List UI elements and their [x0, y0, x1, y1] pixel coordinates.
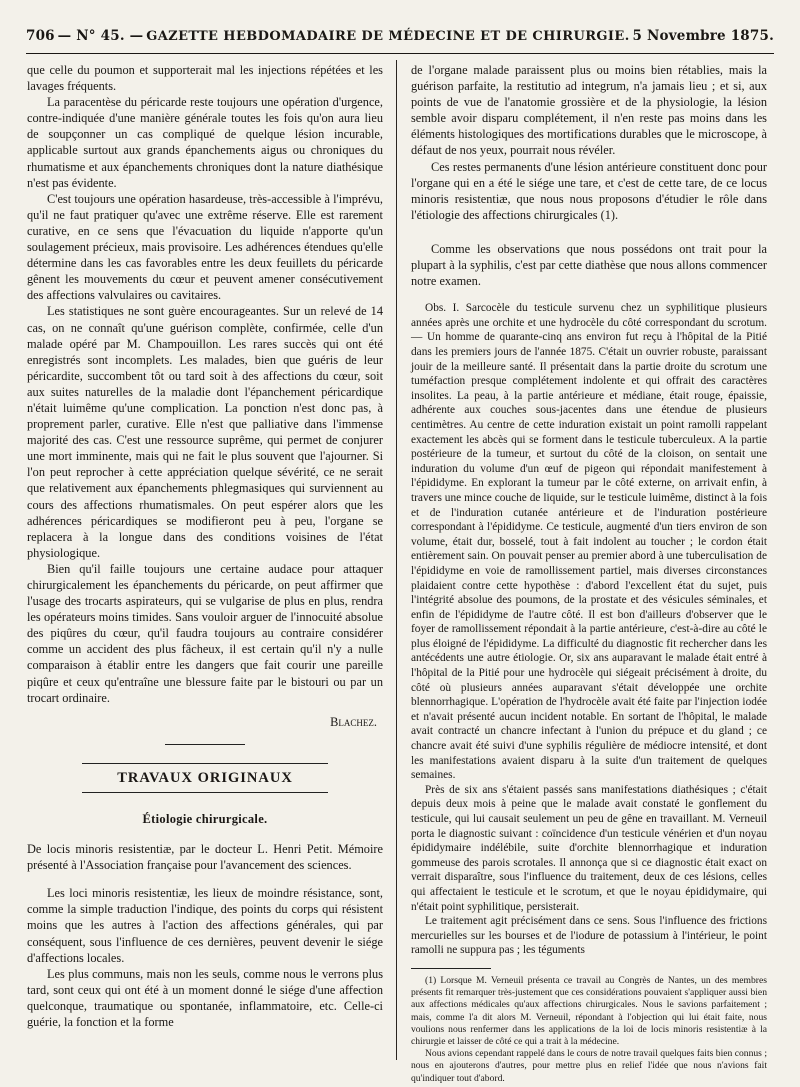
column-divider [396, 60, 397, 1060]
paragraph: que celle du poumon et supporterait mal les injections répétées et les lavages fréquents. [27, 63, 383, 94]
separator-rule [165, 744, 245, 745]
issue-date: 5 Novembre 1875. [632, 28, 774, 44]
paragraph: C'est toujours une opération hasardeuse, très-accessible à l'imprévu, qu'il ne faut pratiquer qu'avec une extrême réserve. Elle est rarement curative, en ce sens que l'évacuation du liquide n'apporte qu'un soulagement précieux, mais provisoire. Les adhérences étendues qu'elle détermine dans les cas favorables entre les deux feuillets du péricarde gênent les mouvements du cœur et peuvent amener consécutivement des affections valvulaires ou cavitaires. [27, 191, 383, 303]
footnote [411, 975, 767, 1085]
paragraph: de l'organe malade paraissent plus ou moins bien rétablies, mais la guérison parfaite, la restitutio ad integrum, n'a jamais lieu ; et si, aux points de vue de l'anatomie grossière et de la physiologie, la lésion semble avoir disparu complétement, il n'en reste pas moins dans les éléments histologiques des mortifications durables que le microscope, à défaut de nos yeux, pourrait nous révéler. [411, 63, 767, 158]
footnote-text: (1) Lorsque M. Verneuil présenta ce travail au Congrès de Nantes, un des membres présents fit remarquer très-justement que ces considérations pouvaient s'appliquer aussi bien aux affections médicales qu'aux affections chirurgicales. Nous le savions parfaitement ; mais, comme l'a dit alors M. Verneuil, répondant à l'objection qui lui était faite, nous voulions nous renfermer dans les applications de la loi de locis minoris resistentiæ à la chirurgie et laisser de côté ce qui a trait à la médecine. [411, 974, 767, 1047]
section-subtitle: Étiologie chirurgicale. [142, 811, 268, 826]
author-signature: Blachez. [330, 714, 377, 729]
footnote-rule [411, 968, 491, 969]
observation-text: Près de six ans s'étaient passés sans manifestations diathésiques ; c'était depuis deux mois à peine que le malade avait constaté le gonflement du testicule, qui lui causait seulement un peu de gêne en travaillant. M. Verneuil porta le diagnostic suivant : coïncidence d'un testicule vénérien et d'un noyau épididymaire indélébile, suite d'orchite blennorrhagique et induration gommeuse des parois scrotales. Il annonça que si ce diagnostic était exact on verrait disparaître, sous l'influence du traitement, deux de ces lésions, celles qui affectaient le testicule et le scrotum, et que le noyau épididymaire, qui n'était point syphilitique, persisterait. [411, 783, 767, 913]
observation-block [411, 301, 767, 958]
page-number: 706 [26, 28, 55, 44]
paragraph: Bien qu'il faille toujours une certaine audace pour attaquer chirurgicalement les épanchements du péricarde, on peut affirmer que l'usage des trocarts aspirateurs, qui se vulgarise de plus en plus, rendra les opérateurs moins timides. Sans vouloir arguer de l'innocuité absolue des piqûres du cœur, qu'il faudra toujours au contraire considérer comme un accident des plus fâcheux, il est certain qu'il n'y a nulle comparaison à établir entre les dangers que fait courir une pareille piqûre et ceux qu'entraîne une blessure faite par le bistouri ou par un trocart ordinaire. [27, 561, 383, 705]
journal-title: GAZETTE HEBDOMADAIRE DE MÉDECINE ET DE CHIRURGIE. [146, 29, 630, 44]
paragraph: Ces restes permanents d'une lésion antérieure constituent donc pour l'organe qui en a été le siége une tare, et c'est de cette tare, de ce locus minoris resistentiæ, que nous nous proposons d'étudier le rôle dans l'étiologie des affections chirurgicales (1). [411, 159, 767, 222]
paragraph: Les loci minoris resistentiæ, les lieux de moindre résistance, sont, comme la simple traduction l'indique, des points du corps qui résistent moins que les autres à l'action des affections générales, qui par conséquent, sous l'influence de ces dernières, peuvent devenir le siége d'affections locales. [27, 886, 383, 965]
paragraph: La paracentèse du péricarde reste toujours une opération d'urgence, contre-indiquée d'une manière générale toutes les fois qu'on aura lieu de soupçonner un cas compliqué de quelque lésion incurable, applicable surtout aux grands épanchements aigus ou chroniques du rhumatisme et aux épanchements chroniques dont la nature diathésique n'est pas évidente. [27, 95, 383, 190]
observation-text: Obs. I. Sarcocèle du testicule survenu chez un syphilitique plusieurs années après une orchite et une hydrocèle du côté correspondant du scrotum. — Un homme de quarante-cinq ans environ fut reçu à l'hôpital de la Pitié dans les premiers jours de l'année 1875. C'était un ouvrier robuste, paraissant jouir de la meilleure santé. Il présentait dans la partie droite du scrotum une tuméfaction presque complétement indolente et qui offrait des caractères insolites. La peau, à la partie antérieure et médiane, était rouge, épaissie, adhérente aux couches sous-jacentes dans une étendue de plusieurs centimètres. Au centre de cette induration existait un point ramolli rappelant exactement les abcès qui se forment dans le testicule tuberculeux. A la partie postérieure de la tumeur, et surtout du côté de la cloison, on sentait une induration du volume d'un œuf de pigeon qui répondait manifestement à l'épididyme. En explorant la tumeur par le côté externe, on arrivait enfin, à travers une mince couche de liquide, sur le testicule luimême, distinct à la fois et de l'induration cutanée antérieure et de l'induration postérieure correspondant à l'épididyme. Ce testicule, augmenté d'un tiers environ de son volume, était dur, bosselé, tout à fait indolent au toucher ; le cordon était entièrement sain. On pouvait penser au premier abord à une tuberculisation de l'épididyme en voie de ramollissement partiel, mais diverses circonstances plaidaient contre cette hypothèse : d'abord l'excellent état du sujet, puis l'intégrité absolue des poumons, de la prostate et des vésicules séminales, et enfin de l'épididyme de l'autre côté. Il est bon d'ailleurs d'observer que le foyer de ramollissement répondait à la partie antérieure, c'est-à-dire au côté le plus éloigné de l'épididyme. La difficulté du diagnostic fit rechercher dans les antécédents une autre étiologie. Or, six ans auparavant le malade était entré à l'hôpital de la Pitié pour une hydrocèle qui siégeait précisément à droite, du côté où plusieurs années auparavant s'était développée une orchite blennorrhagique. L'opération de l'hydrocèle avait été faite par l'injection iodée et n'avait présenté aucun incident notable. En sortant de l'hôpital, le malade avait contracté un chancre infectant à l'union du prépuce et du gland ; ce chancre avait été suivi d'une syphilis régulière de médiocre intensité, et dont les manifestations avaient disparu à la suite d'un traitement de quelques semaines. [411, 302, 767, 782]
left-column [27, 62, 383, 1030]
footnote-text: Nous avions cependant rappelé dans le cours de notre travail quelques faits bien connus ; nous en ajouterons d'autres, pour mettre plus en relief l'idée que nous n'avions fait qu'indiquer tout d'abord. [411, 1048, 767, 1084]
right-column [411, 62, 767, 1085]
paragraph: Les plus communs, mais non les seuls, comme nous le verrons plus tard, sont ceux qui ont été à un moment donné le siége d'une affection quelconque, traumatique ou spontanée, inflammatoire, etc. Celle-ci guérie, la fonction et la forme [27, 966, 383, 1029]
article-heading: De locis minoris resistentiæ, par le docteur L. Henri Petit. Mémoire présenté à l'Association française pour l'avancement des sciences. [27, 842, 383, 873]
running-header [26, 28, 774, 54]
paragraph: Comme les observations que nous possédons ont trait pour la plupart à la syphilis, c'est par cette diathèse que nous allons commencer notre examen. [411, 241, 767, 289]
issue-number: — N° 45. — [57, 28, 144, 44]
observation-text: Le traitement agit précisément dans ce sens. Sous l'influence des frictions mercurielles sur les bourses et de l'iodure de potassium à l'intérieur, le point ramolli ne suppura pas ; les téguments [411, 915, 767, 957]
section-title: TRAVAUX ORIGINAUX [82, 763, 328, 793]
paragraph: Les statistiques ne sont guère encourageantes. Sur un relevé de 14 cas, on ne connaît qu'une guérison complète, confirmée, celle d'un malade opéré par M. Champouillon. Les rares succès qui ont été enregistrés sont incomplets. Les malades, bien que guéris de leur péricardite, succombent tôt ou tard soit à des affections du cœur, soit aux suites naturelles de la maladie dont l'épanchement péricardique n'était luimême qu'une complication. La ponction n'est donc pas, à proprement parler, curative. Elle n'est que palliative dans l'immense majorité des cas. C'est une ressource suprême, qui permet de conjurer une mort imminente, mais qui ne fait le plus souvent que l'ajourner. Si l'on peut reprocher à cette appréciation quelque sévérité, ce ne serait que relativement aux épanchements phlegmasiques qui surviennent au cours des affections rhumatismales. On peut espérer alors que les adhérences péricardiques se modifieront peu à peu, l'organe se replacera à la longue dans des conditions voisines de l'état physiologique. [27, 304, 383, 560]
